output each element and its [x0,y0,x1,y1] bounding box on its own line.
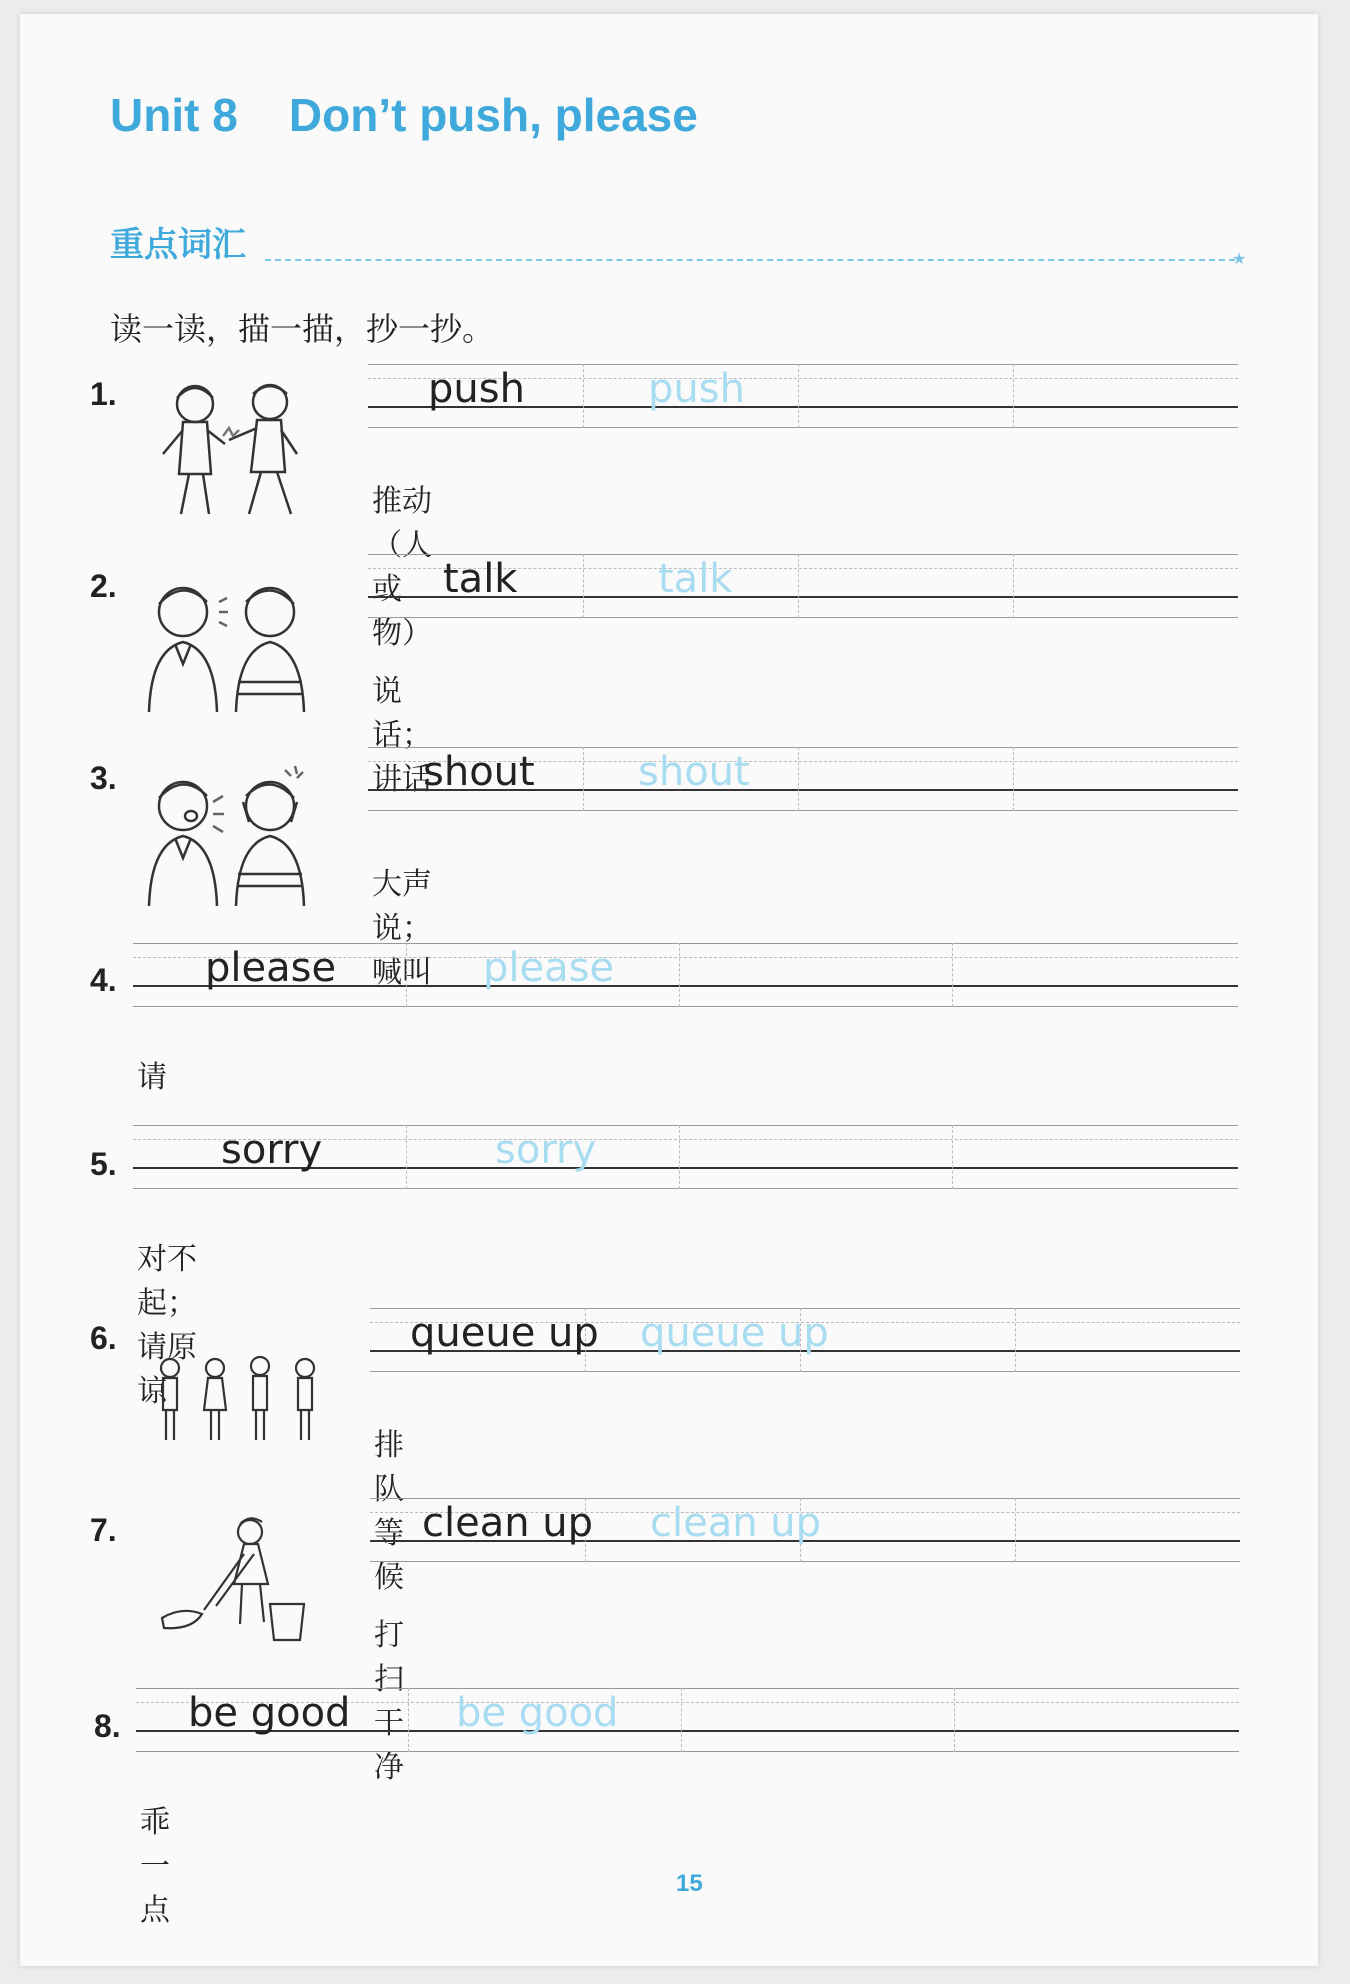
item-number: 6. [90,1320,117,1356]
trace-word: please [483,945,615,991]
shouting-boys-illustration [135,762,315,910]
vocab-word: push [428,366,525,412]
vocab-word: clean up [422,1500,594,1546]
writing-band [368,747,1238,811]
queue-kids-illustration [148,1354,328,1446]
unit-title: Unit 8 Don’t push, please [110,89,698,141]
item-number: 3. [90,760,117,796]
pushing-kids-illustration [145,364,325,524]
writing-band [368,364,1238,428]
writing-band [136,1688,1239,1752]
vocab-word: be good [188,1690,351,1736]
mopping-girl-illustration [152,1514,312,1644]
star-icon: ★ [1232,249,1247,268]
trace-word: push [648,366,745,412]
vocab-word: shout [423,749,535,795]
writing-band [133,943,1238,1007]
section-divider [265,259,1235,261]
workbook-page [20,14,1318,1966]
talking-boys-illustration [135,572,315,717]
word-meaning: 对不起；请原谅 [137,1242,197,1409]
trace-word: shout [638,749,750,795]
section-heading: 重点词汇 [110,225,246,265]
word-meaning: 大声说；喊叫 [372,867,432,990]
item-number: 2. [90,568,117,604]
writing-band [133,1125,1238,1189]
word-meaning: 请 [137,1060,167,1095]
instruction-text: 读一读，描一描，抄一抄。 [110,310,495,348]
vocab-word: queue up [410,1310,599,1356]
word-meaning: 乖一点 [140,1805,170,1928]
writing-band [368,554,1238,618]
trace-word: queue up [640,1310,829,1356]
trace-word: be good [456,1690,619,1736]
word-meaning: 说话；讲话 [372,674,432,797]
page-number: 15 [676,1870,703,1897]
item-number: 5. [90,1146,117,1182]
trace-word: sorry [495,1127,597,1173]
item-number: 1. [90,376,117,412]
word-meaning: 排队等候 [374,1428,404,1595]
trace-word: clean up [650,1500,822,1546]
word-meaning: 打扫干净 [374,1618,404,1785]
item-number: 8. [94,1708,121,1744]
item-number: 4. [90,962,117,998]
item-number: 7. [90,1512,117,1548]
word-meaning: 推动（人或物） [372,484,432,651]
writing-band [370,1308,1240,1372]
trace-word: talk [658,556,733,602]
vocab-word: talk [443,556,518,602]
vocab-word: sorry [221,1127,323,1173]
writing-band [370,1498,1240,1562]
vocab-word: please [205,945,337,991]
